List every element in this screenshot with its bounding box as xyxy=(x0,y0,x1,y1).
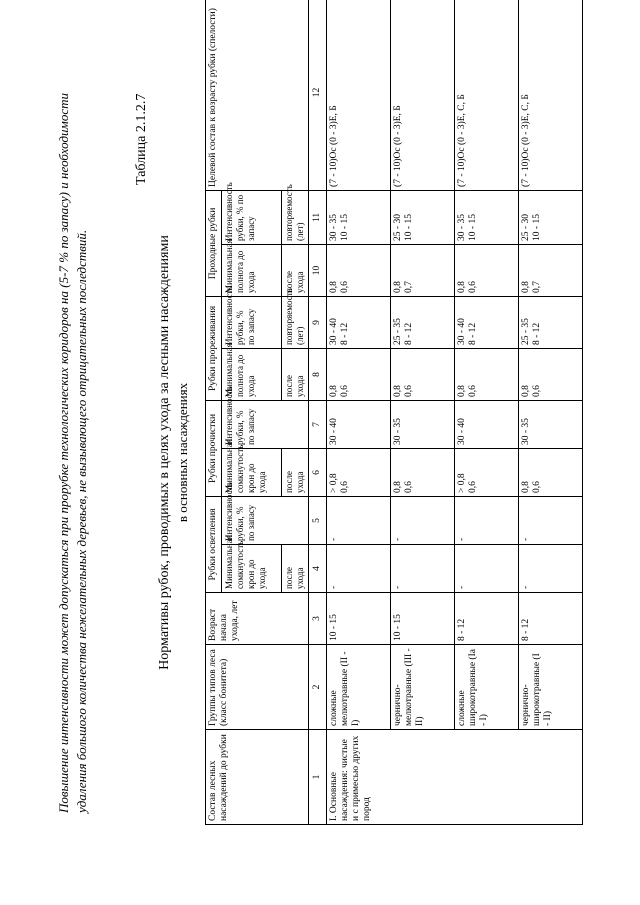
cell-group: сложные широкотравные (Iа - I) xyxy=(455,645,519,730)
cell-p-int: 30 - 35 10 - 15 xyxy=(455,190,519,244)
cell-l-min: - xyxy=(391,545,455,593)
header-passing: Проходные рубки xyxy=(206,190,222,296)
cell-target: (7 - 10)Ос (0 - 3)Е, Б xyxy=(327,0,391,190)
section-label: I. Основные насаждения: чистые и с примесью других пород xyxy=(327,730,583,825)
col-num: 11 xyxy=(309,190,327,244)
cell-t-min: 0,8 0,6 xyxy=(391,348,455,400)
header-groups: Группы типов леса (класс бонитета) xyxy=(206,645,309,730)
cell-p-int: 25 - 30 10 - 15 xyxy=(391,190,455,244)
cell-p-min: 0,8 0,7 xyxy=(391,244,455,296)
cell-c-int: 30 - 35 xyxy=(391,400,455,448)
header-thinning: Рубки прореживания xyxy=(206,296,222,400)
col-num: 8 xyxy=(309,348,327,400)
cell-l-int: - xyxy=(327,496,391,544)
cell-l-min: - xyxy=(519,545,583,593)
header-t-after: после ухода xyxy=(282,348,309,400)
header-l-int: Интенсивность рубки, % по запасу xyxy=(222,496,309,544)
col-num: 7 xyxy=(309,400,327,448)
cell-group: чернично-мелкотравные (III - II) xyxy=(391,645,455,730)
header-cleaning: Рубки прочистки xyxy=(206,400,222,496)
col-num: 2 xyxy=(309,645,327,730)
cell-target: (7 - 10)Ос (0 - 3)Е, С, Б xyxy=(519,0,583,190)
cell-c-int: 30 - 40 xyxy=(455,400,519,448)
header-p-min: Минимальная полнота до ухода xyxy=(222,244,282,296)
table-row xyxy=(519,0,583,825)
cell-l-int: - xyxy=(519,496,583,544)
header-composition: Состав лесных насаждений до рубки xyxy=(206,730,309,825)
cell-c-min: > 0,8 0,6 xyxy=(327,448,391,496)
cell-age: 8 - 12 xyxy=(455,593,519,645)
header-target: Целевой состав к возрасту рубки (спелости) xyxy=(206,0,309,190)
cell-t-min: 0,8 0,6 xyxy=(455,348,519,400)
cell-target: (7 - 10)Ос (0 - 3)Е, С, Б xyxy=(455,0,519,190)
cell-l-min: - xyxy=(455,545,519,593)
header-lightening: Рубки осветления xyxy=(206,496,222,592)
cell-l-min: - xyxy=(327,545,391,593)
table-row xyxy=(327,0,391,825)
cell-p-min: 0,8 0,6 xyxy=(327,244,391,296)
cell-p-min: 0,8 0,7 xyxy=(519,244,583,296)
cell-c-min: 0,8 0,6 xyxy=(519,448,583,496)
header-p-after: после ухода xyxy=(282,244,309,296)
cell-t-min: 0,8 0,6 xyxy=(519,348,583,400)
header-t-int: Интенсивность рубки, % по запасу xyxy=(222,296,282,348)
header-age: Возраст начала ухода, лет xyxy=(206,593,309,645)
header-p-repeat: повторяемость (лет) xyxy=(282,190,309,244)
cell-c-int: 30 - 35 xyxy=(519,400,583,448)
cell-t-int: 25 - 35 8 - 12 xyxy=(519,296,583,348)
cell-age: 10 - 15 xyxy=(391,593,455,645)
header-t-repeat: повторяемость (лет) xyxy=(282,296,309,348)
cell-group: сложные мелкотравные (II - I) xyxy=(327,645,391,730)
intro-paragraph: Повышение интенсивности может допускаться при прорубке технологических коридоров на (5-7 % по запасу) и необходимости удаления большого количества нежелательных деревьев, не вызывающего отрицательных последствий. xyxy=(56,93,89,813)
header-c-after: после ухода xyxy=(282,448,309,496)
header-l-min: Минимальная сомкнутость крон до ухода xyxy=(222,545,282,593)
column-numbers-row xyxy=(309,0,327,825)
header-l-after: после ухода xyxy=(282,545,309,593)
cell-c-int: 30 - 40 xyxy=(327,400,391,448)
col-num: 4 xyxy=(309,545,327,593)
col-num: 6 xyxy=(309,448,327,496)
table-row xyxy=(391,0,455,825)
cell-group: чернично-широкотравные (I - II) xyxy=(519,645,583,730)
cell-t-int: 30 - 40 8 - 12 xyxy=(455,296,519,348)
cell-l-int: - xyxy=(455,496,519,544)
col-num: 9 xyxy=(309,296,327,348)
cell-t-int: 25 - 35 8 - 12 xyxy=(391,296,455,348)
header-p-int: Интенсивность рубки, % по запасу xyxy=(222,190,282,244)
cell-target: (7 - 10)Ос (0 - 3)Е, Б xyxy=(391,0,455,190)
col-num: 3 xyxy=(309,593,327,645)
table-number: Таблица 2.1.2.7 xyxy=(134,93,149,185)
col-num: 10 xyxy=(309,244,327,296)
col-num: 1 xyxy=(309,730,327,825)
table-subtitle: в основных насаждениях xyxy=(175,382,190,523)
cell-p-int: 30 - 35 10 - 15 xyxy=(327,190,391,244)
header-c-int: Интенсивность рубки, % по запасу xyxy=(222,400,309,448)
header-c-min: Минимальная сомкнутость крон до ухода xyxy=(222,448,282,496)
cell-t-min: 0,8 0,6 xyxy=(327,348,391,400)
cell-p-min: 0,8 0,6 xyxy=(455,244,519,296)
cell-age: 8 - 12 xyxy=(519,593,583,645)
col-num: 5 xyxy=(309,496,327,544)
cell-p-int: 25 - 30 10 - 15 xyxy=(519,190,583,244)
table-title: Нормативы рубок, проводимых в целях ухода за лесными насаждениями xyxy=(157,235,172,670)
table-row xyxy=(455,0,519,825)
cell-c-min: > 0,8 0,6 xyxy=(455,448,519,496)
cell-t-int: 30 - 40 8 - 12 xyxy=(327,296,391,348)
col-num: 12 xyxy=(309,0,327,190)
cell-c-min: 0,8 0,6 xyxy=(391,448,455,496)
cell-age: 10 - 15 xyxy=(327,593,391,645)
cell-l-int: - xyxy=(391,496,455,544)
header-t-min: Минимальная полнота до ухода xyxy=(222,348,282,400)
norms-table xyxy=(205,0,583,825)
